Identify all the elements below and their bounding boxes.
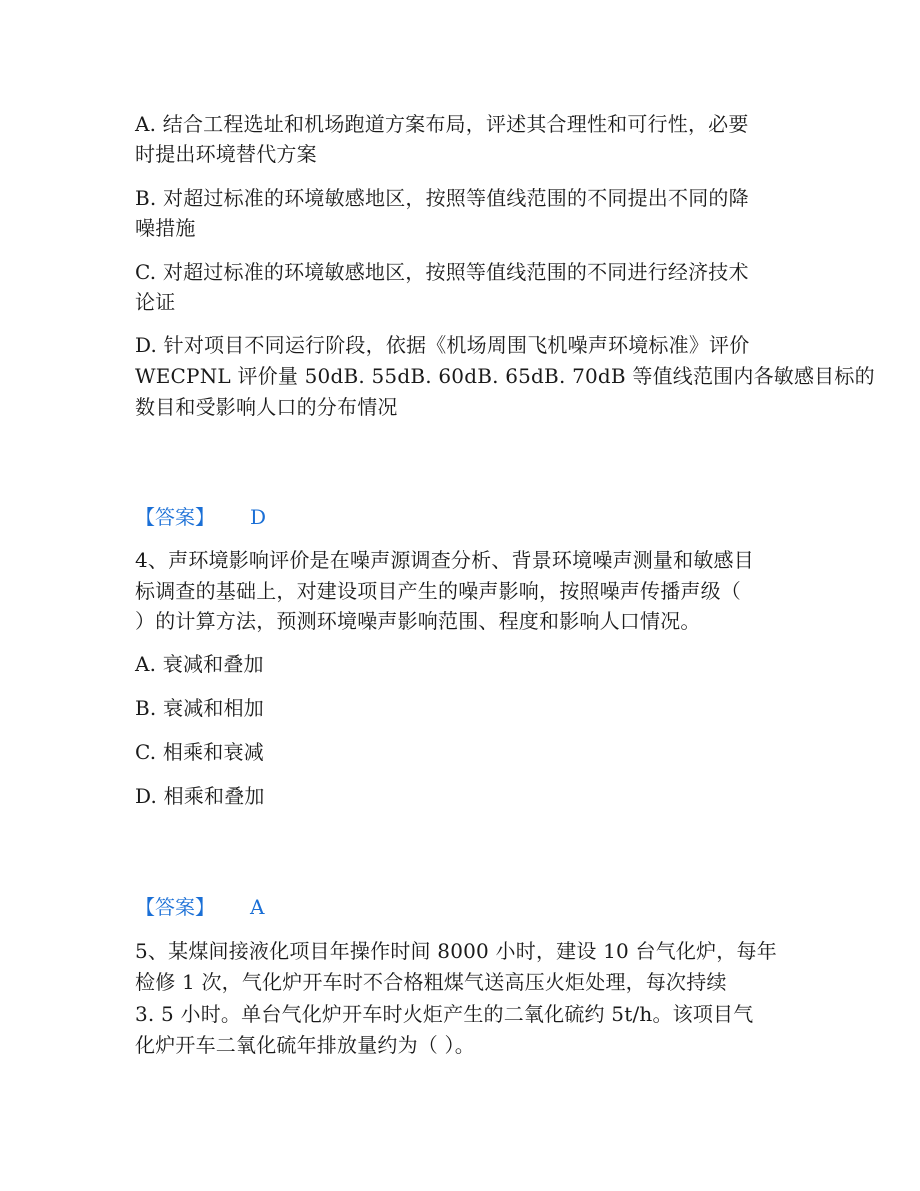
q4-stem-line-3: ）的计算方法，预测环境噪声影响范围、程度和影响人口情况。 — [135, 609, 701, 633]
q3-option-a-line-2: 时提出环境替代方案 — [135, 142, 317, 166]
q4-stem-line-2: 标调查的基础上，对建设项目产生的噪声影响，按照噪声传播声级（ — [135, 579, 741, 603]
q4-option-a: A. 衰减和叠加 — [135, 652, 264, 676]
q3-option-d-line-3: 数目和受影响人口的分布情况 — [135, 395, 398, 419]
answer-label: 【答案】 — [135, 505, 215, 529]
q5-stem-line-4: 化炉开车二氧化硫年排放量约为（ ）。 — [135, 1033, 475, 1057]
q3-option-d-line-1: D. 针对项目不同运行阶段，依据《机场周围飞机噪声环境标准》评价 — [135, 333, 750, 357]
q4-option-d: D. 相乘和叠加 — [135, 784, 265, 808]
q3-option-c-line-2: 论证 — [135, 290, 176, 314]
q4-stem-line-1: 4、声环境影响评价是在噪声源调查分析、背景环境噪声测量和敏感目 — [135, 548, 754, 572]
answer-value: D — [250, 505, 267, 529]
answer-value: A — [250, 895, 265, 919]
q3-option-b-line-1: B. 对超过标准的环境敏感地区，按照等值线范围的不同提出不同的降 — [135, 186, 749, 210]
answer-label: 【答案】 — [135, 895, 215, 919]
q3-option-a-line-1: A. 结合工程选址和机场跑道方案布局，评述其合理性和可行性，必要 — [135, 112, 749, 136]
q3-option-b-line-2: 噪措施 — [135, 216, 196, 240]
q3-option-c-line-1: C. 对超过标准的环境敏感地区，按照等值线范围的不同进行经济技术 — [135, 260, 749, 284]
q4-option-c: C. 相乘和衰减 — [135, 740, 264, 764]
q5-stem-line-3: 3. 5 小时。单台气化炉开车时火炬产生的二氧化硫约 5t/h。该项目气 — [135, 1002, 754, 1026]
q4-option-b: B. 衰减和相加 — [135, 696, 265, 720]
q5-stem-line-2: 检修 1 次，气化炉开车时不合格粗煤气送高压火炬处理，每次持续 — [135, 970, 727, 994]
q5-stem-line-1: 5、某煤间接液化项目年操作时间 8000 小时，建设 10 台气化炉，每年 — [135, 939, 777, 963]
answer-4 — [135, 893, 265, 921]
answer-3 — [135, 503, 267, 531]
q3-option-d-line-2: WECPNL 评价量 50dB. 55dB. 60dB. 65dB. 70dB 等值线范围内各敏感目标的 — [135, 364, 875, 388]
